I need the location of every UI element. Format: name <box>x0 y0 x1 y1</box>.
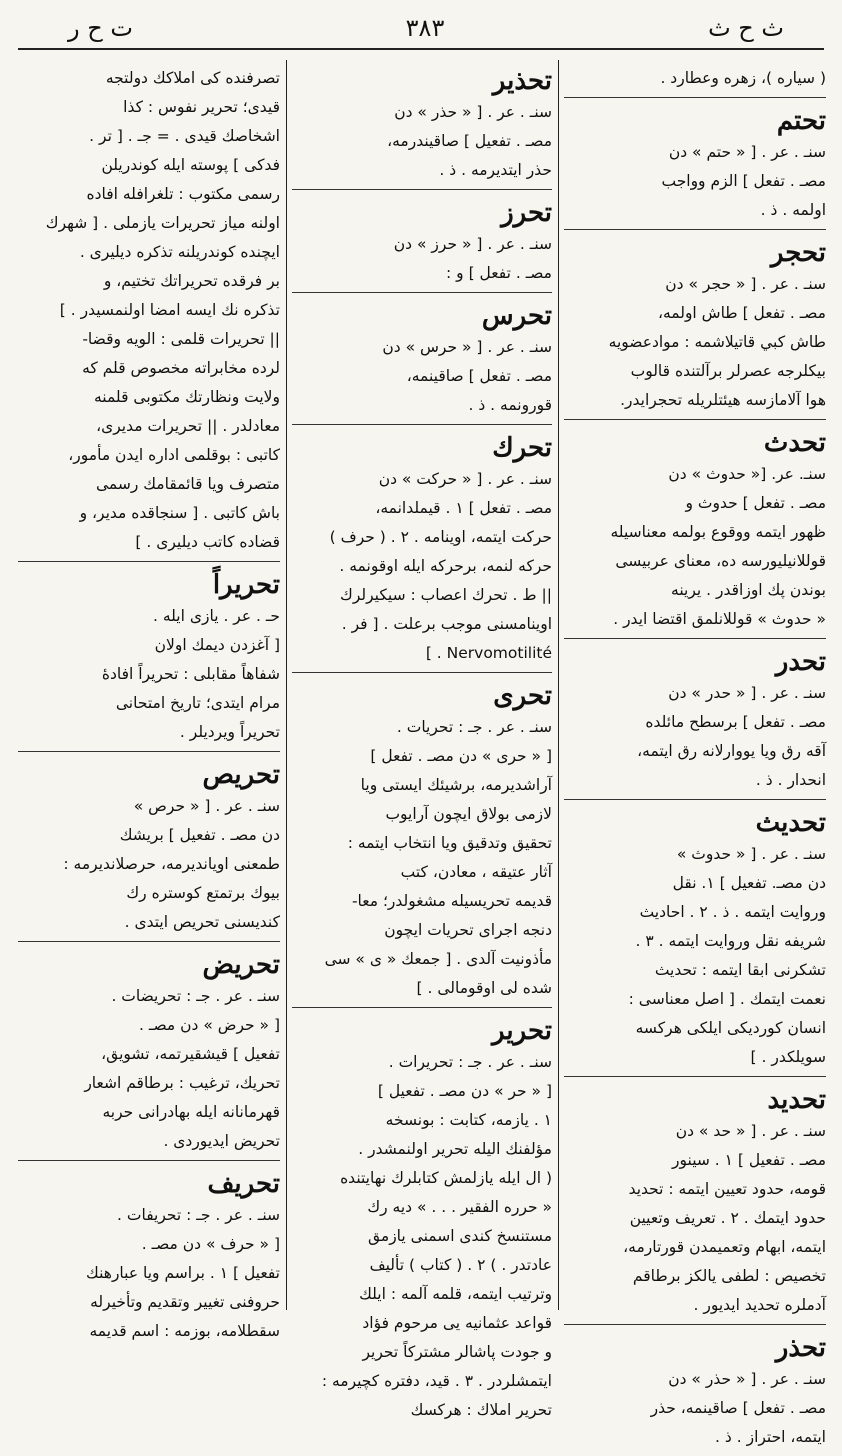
entry-line: تحريك، ترغيب : برطاقم اشعار <box>84 1074 280 1092</box>
dictionary-entry <box>564 426 826 639</box>
entry-line: انسان كورديكى ايلكى هركسه <box>635 1019 826 1037</box>
entry-line: مصـ . تفعل ] و : <box>446 264 552 282</box>
dictionary-entry <box>18 568 280 752</box>
middle-column <box>292 64 552 1419</box>
entry-line: سنـ . عر . [ « حدر » دن <box>668 684 826 702</box>
entry-line: دن مصـ. تفعيل ] ١. نقل <box>672 874 826 892</box>
entry-line: اوينامسنى موجب برعلت . [ فر . <box>341 615 552 633</box>
entry-line: تصرفنده كى املاكك دولتجه <box>105 69 280 87</box>
entry-line: ايچنده كوندريلنه تذكره ديليرى . <box>79 243 280 261</box>
entry-headword: تحجر <box>770 238 826 268</box>
entry-line: سنـ . عر . جـ : تحريضات . <box>111 987 280 1005</box>
entry-headword: تحرك <box>492 433 552 463</box>
entry-line: تحريض ايديوردى . <box>163 1132 280 1150</box>
entry-line: مصـ . تفعل ] برسطح مائلده <box>645 713 826 731</box>
entry-line: قومه، حدود تعيين ايتمه : تحديد <box>628 1180 826 1198</box>
dictionary-entry <box>564 806 826 1077</box>
entry-line: مصـ . تفعيل ] ١ . سينور <box>672 1151 826 1169</box>
entry-line: سقطلامه، بوزمه : اسم قديمه <box>89 1322 280 1340</box>
entry-line: قهرمانانه ايله بهادرانى حربه <box>102 1103 280 1121</box>
entry-line: بيكلرجه عصرلر برآلتنده قالوب <box>630 362 826 380</box>
entry-line: حروفنى تغيير وتقديم وتأخيرله <box>90 1293 280 1311</box>
entry-line: || تحريرات قلمى : الويه وقضا- <box>82 330 280 348</box>
entry-line: مصـ . تفعيل ] صاقيندرمه، <box>387 132 552 150</box>
entry-line: اولمه . ذ . <box>760 201 826 219</box>
entry-line: سنـ . عر . [ « حرص » <box>133 797 280 815</box>
entry-line: ( ال ايله يازلمش كتابلرك نهايتنده <box>340 1169 552 1187</box>
entry-line: سنـ . عر . جـ : تحريفات . <box>117 1206 280 1224</box>
entry-headword: تحرز <box>501 198 552 228</box>
entry-line: سنـ . عر . [ « حذر » دن <box>668 1370 826 1388</box>
entry-line: تخصيص : لطفى يالكز برطاقم <box>632 1267 826 1285</box>
entry-line: سويلكدر . ] <box>750 1048 826 1066</box>
entry-line: هوا آلامازسه هيئتلريله تحجرايدر. <box>620 391 826 409</box>
entry-line: وروايت ايتمه . ذ . ٢ . احاديث <box>639 903 826 921</box>
entry-line: Nervomotilité . ] <box>425 644 552 662</box>
dictionary-entry <box>564 1331 826 1456</box>
dictionary-entry <box>564 236 826 420</box>
entry-headword: تحريف <box>207 1169 280 1199</box>
entry-line: سنـ . عر . [ « حتم » دن <box>668 143 826 161</box>
entry-headword: تحديث <box>755 808 826 838</box>
entry-line: سنـ. عر. [« حدوث » دن <box>668 465 826 483</box>
dictionary-entry <box>292 299 552 425</box>
dictionary-entry <box>292 64 552 190</box>
header-left-guide: ت ح ر <box>68 14 133 42</box>
entry-line: [ « حرف » دن مصـ . <box>141 1235 280 1253</box>
entry-line: قوللانيليورسه ده، معناى عربيسى <box>615 552 826 570</box>
column-divider <box>286 60 287 1310</box>
page-number: ٣٨٣ <box>405 14 445 42</box>
entry-line: طمعنى اويانديرمه، حرصلانديرمه : <box>63 855 280 873</box>
entry-line: ١ . يازمه، كتابت : بونسخه <box>385 1111 552 1129</box>
page-header <box>18 8 824 50</box>
entry-line: ايتمه، ابهام وتعميمدن قورتارمه، <box>623 1238 826 1256</box>
dictionary-entry <box>292 196 552 293</box>
entry-line: قضاده كاتب ديليرى . ] <box>135 533 280 551</box>
entry-headword: تحرى <box>493 681 552 711</box>
entry-headword: تحريص <box>202 760 280 790</box>
entry-line: سنـ . عر . [ « حركت » دن <box>378 470 552 488</box>
entry-line: آقه رق ويا يووارلانه رق ايتمه، <box>637 742 826 760</box>
entry-line: مستنسخ كندى اسمنى يازمق <box>367 1227 552 1245</box>
entry-line: آراشديرمه، برشيئك ايستى ويا <box>360 776 552 794</box>
entry-line: سنـ . عر . [ « حدوث » <box>676 845 826 863</box>
entry-line: حدود ايتمك . ٢ . تعريف وتعيين <box>629 1209 826 1227</box>
entry-line: تحقيق وتدقيق ويا انتخاب ايتمه : <box>347 834 552 852</box>
entry-line: سنـ . عر . [ « حد » دن <box>675 1122 826 1140</box>
entry-line: دن مصـ . تفعيل ] بريشك <box>119 826 280 844</box>
entry-line: معادلدر . || تحريرات مديرى، <box>96 417 280 435</box>
entry-line: مؤلفنك اليله تحرير اولنمشدر . <box>358 1140 552 1158</box>
dictionary-entry <box>564 1083 826 1325</box>
dictionary-entry <box>292 1014 552 1429</box>
entry-line: سنـ . عر . جـ : تحريات . <box>396 718 552 736</box>
column-divider <box>558 60 559 1310</box>
entry-line: مصـ . تفعل ] صاقينمه، حذر <box>650 1399 826 1417</box>
entry-line: عادتدر . ) ٢ . ( كتاب ) تأليف <box>369 1256 552 1274</box>
entry-line: قيدى؛ تحرير نفوس : كذا <box>123 98 280 116</box>
entry-line: دنجه اجراى تحريات ايچون <box>384 921 552 939</box>
entry-line: نعمت ايتمك . [ اصل معناسى : <box>628 990 826 1008</box>
entry-headword: تحريض <box>202 950 280 980</box>
entry-line: اشخاصك قيدى . = جـ . [ تر . <box>89 127 280 145</box>
entry-line: قديمه تحريسيله مشغولدر؛ معا- <box>351 892 552 910</box>
entry-line: آثار عتيقه ، معادن، كتب <box>400 863 552 881</box>
right-column <box>564 64 826 1446</box>
entry-line: بر فرقده تحريراتك تختيم، و <box>103 272 280 290</box>
entry-line: مصـ . تفعل ] الزم وواجب <box>661 172 826 190</box>
entry-headword: تحدر <box>775 647 826 677</box>
entry-line: اولنه مياز تحريرات يازملى . [ شهرك <box>45 214 280 232</box>
entry-headword: تحريراً <box>212 570 280 600</box>
entry-headword: تحرس <box>481 301 552 331</box>
entry-line: انحدار . ذ . <box>755 771 826 789</box>
dictionary-entry <box>292 679 552 1008</box>
entry-line: كاتبى : بوقلمى اداره ايدن مأمور، <box>68 446 280 464</box>
entry-line: [ آغزدن ديمك اولان <box>154 636 280 654</box>
entry-line: تحريراً ويرديلر . <box>179 723 280 741</box>
entry-headword: تحذير <box>492 66 552 96</box>
entry-line: ظهور ايتمه ووقوع بولمه معناسيله <box>610 523 826 541</box>
entry-line: « حدوث » قوللانلمق اقتضا ايدر . <box>613 610 826 628</box>
entry-line: طاش كبي قاتيلاشمه : موادعضويه <box>608 333 826 351</box>
entry-line: حركت ايتمه، اوينامه . ٢ . ( حرف ) <box>329 528 552 546</box>
dictionary-entry <box>564 104 826 230</box>
entry-line: لرده مخابراته مخصوص قلم كه <box>82 359 280 377</box>
entry-line: لازمى بولاق ايچون آرايوب <box>385 805 552 823</box>
entry-line: سنـ . عر . جـ : تحريرات . <box>388 1053 552 1071</box>
entry-line: [ « حرى » دن مصـ . تفعل ] <box>370 747 552 765</box>
entry-line: قورونمه . ذ . <box>468 396 552 414</box>
entry-line: « حرره الفقير . . . » ديه رك <box>367 1198 552 1216</box>
dictionary-entry <box>564 64 826 98</box>
entry-line: مأذونيت آلدى . [ جمعك « ى » سى <box>324 950 552 968</box>
entry-line: فدكى ] پوسته ايله كوندريلن <box>101 156 280 174</box>
entry-headword: تحتم <box>776 106 826 136</box>
entry-headword: تحديد <box>767 1085 826 1115</box>
entry-headword: تحذر <box>775 1333 826 1363</box>
entry-line: تذكره نك ايسه امضا اولنمسيدر . ] <box>59 301 280 319</box>
entry-line: مصـ . تفعل ] صاقينمه، <box>406 367 552 385</box>
dictionary-entry <box>18 64 280 562</box>
entry-line: ( سياره )، زهره وعطارد . <box>660 69 826 87</box>
entry-line: || ط . تحرك اعصاب : سيكيرلرك <box>340 586 552 604</box>
entry-line: ايتمشلردر . ٣ . قيد، دفتره كچيرمه : <box>321 1372 552 1390</box>
entry-line: مصـ . تفعل ] طاش اولمه، <box>657 304 826 322</box>
entry-line: مرام ايتدى؛ تاريخ امتحانى <box>115 694 280 712</box>
dictionary-entry <box>18 1167 280 1350</box>
dictionary-entry <box>18 758 280 942</box>
entry-line: باش كاتبى . [ سنجاقده مدير، و <box>79 504 280 522</box>
entry-line: سنـ . عر . [ « حجر » دن <box>665 275 826 293</box>
left-column <box>18 64 280 1340</box>
entry-headword: تحرير <box>492 1016 552 1046</box>
entry-line: حركه لنمه، برحركه ايله اوقونمه . <box>339 557 552 575</box>
entry-line: شده لى اوقومالى . ] <box>416 979 552 997</box>
entry-line: رسمى مكتوب : تلغرافله افاده <box>86 185 280 203</box>
dictionary-entry <box>18 948 280 1161</box>
entry-line: ايتمه، احتراز . ذ . <box>715 1428 826 1446</box>
entry-line: تحرير املاك : هركسك <box>410 1401 552 1419</box>
entry-line: مصـ . تفعل ] حدوث و <box>685 494 826 512</box>
entry-line: تشكرنى ابقا ايتمه : تحديث <box>654 961 826 979</box>
entry-line: ولايت ونظارتك مكتوبى قلمنه <box>93 388 280 406</box>
dictionary-entry <box>564 645 826 800</box>
entry-line: وترتيب ايتمه، قلمه آلمه : ايلك <box>359 1285 552 1303</box>
entry-line: آدملره تحديد ايديور . <box>693 1296 826 1314</box>
header-right-guide: ث ح ث <box>708 14 784 42</box>
entry-line: سنـ . عر . [ « حذر » دن <box>394 103 552 121</box>
entry-line: كنديسنى تحريص ايتدى . <box>124 913 280 931</box>
entry-line: سنـ . عر . [ « حرس » دن <box>382 338 552 356</box>
entry-line: [ « حر » دن مصـ . تفعيل ] <box>377 1082 552 1100</box>
entry-headword: تحدث <box>763 428 826 458</box>
entry-line: سنـ . عر . [ « حرز » دن <box>393 235 552 253</box>
entry-line: حـ . عر . يازى ايله . <box>153 607 280 625</box>
entry-line: و جودت پاشالر مشتركاً تحرير <box>362 1343 552 1361</box>
entry-line: تفعيل ] قيشقيرتمه، تشويق، <box>101 1045 280 1063</box>
entry-line: حذر ايتديرمه . ذ . <box>439 161 552 179</box>
dictionary-entry <box>292 431 552 673</box>
entry-line: متصرف ويا قائمقامك رسمى <box>95 475 280 493</box>
entry-line: شفاهاً مقابلى : تحريراً افادهٔ <box>101 665 280 683</box>
entry-line: تفعيل ] ١ . براسم ويا عبارهنك <box>86 1264 280 1282</box>
entry-line: بيوك برتمتع كوستره رك <box>126 884 280 902</box>
entry-line: شريفه نقل وروايت ايتمه . ٣ . <box>635 932 826 950</box>
entry-line: مصـ . تفعل ] ١ . قيملدانمه، <box>375 499 552 517</box>
entry-line: قواعد عثمانيه يى مرحوم فؤاد <box>362 1314 552 1332</box>
entry-line: [ « حرض » دن مصـ . <box>139 1016 280 1034</box>
entry-line: بوندن پك اوزاقدر . يرينه <box>671 581 826 599</box>
